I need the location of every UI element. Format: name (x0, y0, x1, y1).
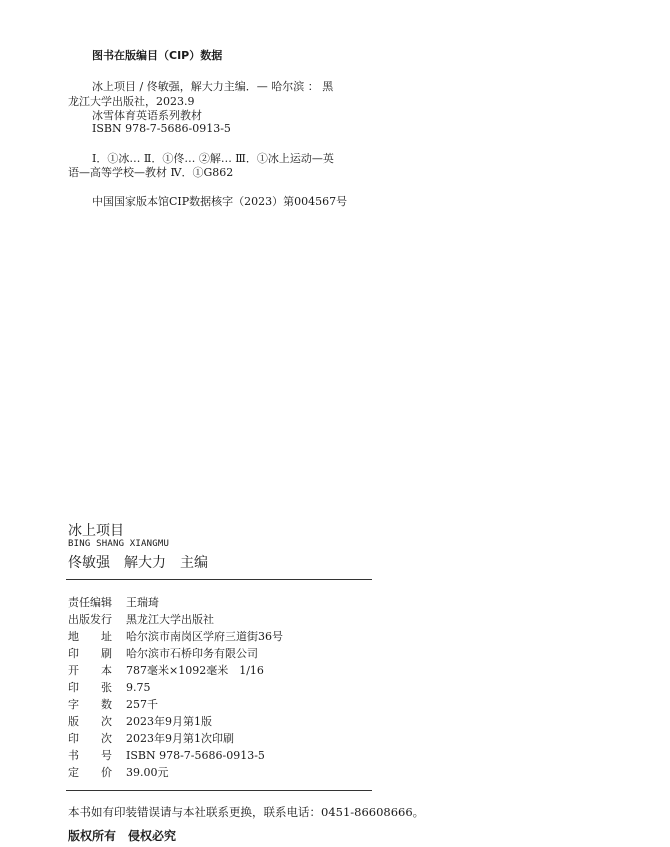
colophon-row-address (68, 628, 283, 644)
colophon-value: 黑龙江大学出版社 (126, 613, 214, 626)
colophon-row-wordcount (68, 696, 158, 712)
replacement-notice: 本书如有印装错误请与本社联系更换，联系电话：0451-86608666。 (68, 805, 425, 819)
colophon-value: ISBN 978-7-5686-0913-5 (126, 749, 265, 762)
colophon-label: 书 号 (68, 749, 112, 762)
colophon-value: 哈尔滨市石桥印务有限公司 (126, 647, 258, 660)
colophon-row-isbn (68, 747, 265, 763)
colophon-value: 王瑞琦 (126, 596, 159, 609)
colophon-value: 哈尔滨市南岗区学府三道街36号 (126, 630, 283, 643)
colophon-label: 责任编辑 (68, 596, 112, 609)
colophon-value: 2023年9月第1版 (126, 715, 212, 728)
colophon-label: 版 次 (68, 715, 112, 728)
book-title-pinyin: BING SHANG XIANGMU (68, 539, 170, 549)
colophon-label: 字 数 (68, 698, 112, 711)
cip-series: 冰雪体育英语系列教材 (92, 109, 202, 122)
cip-subject-line-2: 语—高等学校—教材 Ⅳ．①G862 (68, 166, 234, 179)
colophon-row-publisher (68, 611, 214, 627)
cip-subject-line-1: Ⅰ．①冰… Ⅱ．①佟… ②解… Ⅲ．①冰上运动—英 (92, 152, 334, 165)
colophon-row-printing (68, 730, 234, 746)
book-authors: 佟敏强 解大力 主编 (68, 555, 208, 571)
cip-entry-line-2: 龙江大学出版社，2023.9 (68, 95, 195, 108)
divider-bottom (66, 790, 372, 791)
colophon-label: 地 址 (68, 630, 112, 643)
colophon-value: 39.00元 (126, 766, 169, 779)
colophon-label: 定 价 (68, 766, 112, 779)
cip-isbn: ISBN 978-7-5686-0913-5 (92, 122, 231, 135)
colophon-row-editor (68, 594, 159, 610)
colophon-row-format (68, 662, 264, 678)
colophon-label: 印 次 (68, 732, 112, 745)
colophon-value: 787毫米×1092毫米 1/16 (126, 664, 264, 677)
colophon-row-sheets (68, 679, 151, 695)
cip-number: 中国国家版本馆CIP数据核字（2023）第004567号 (92, 195, 348, 208)
colophon-label: 印 张 (68, 681, 112, 694)
cip-heading: 图书在版编目（CIP）数据 (92, 49, 223, 62)
colophon-row-edition (68, 713, 212, 729)
cip-entry-line-1: 冰上项目 / 佟敏强，解大力主编．— 哈尔滨 ： 黑 (92, 80, 334, 93)
book-title: 冰上项目 (68, 523, 124, 539)
divider-top (66, 579, 372, 580)
colophon-row-printer (68, 645, 258, 661)
copyright-notice: 版权所有 侵权必究 (68, 829, 177, 843)
colophon-value: 9.75 (126, 681, 151, 694)
colophon-label: 出版发行 (68, 613, 112, 626)
colophon-value: 2023年9月第1次印刷 (126, 732, 234, 745)
colophon-value: 257千 (126, 698, 158, 711)
colophon-label: 开 本 (68, 664, 112, 677)
colophon-row-price (68, 764, 169, 780)
colophon-label: 印 刷 (68, 647, 112, 660)
